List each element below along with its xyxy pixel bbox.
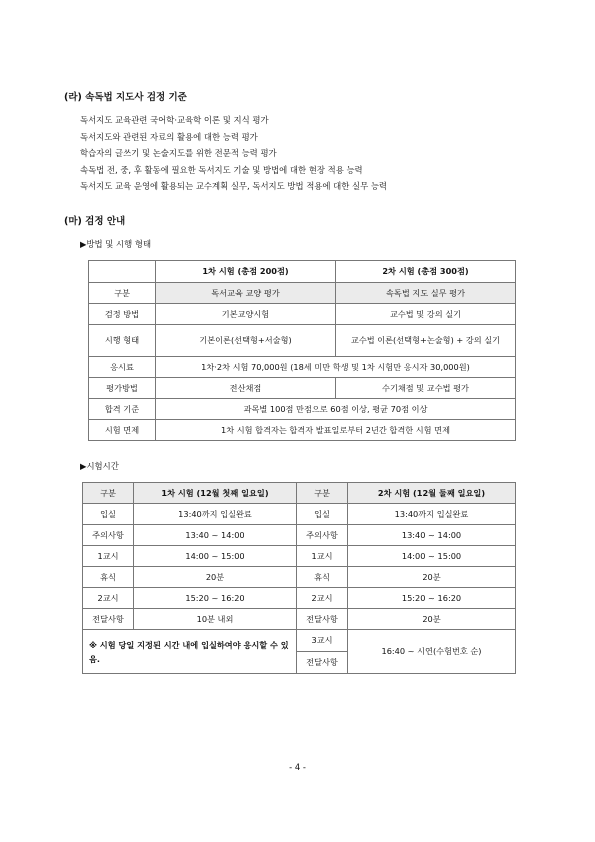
cell-value: 과목별 100점 만점으로 60점 이상, 평균 70점 이상: [156, 399, 516, 420]
row-label: 입실: [83, 504, 134, 525]
cell-value: 20분: [348, 567, 516, 588]
empty-cell: [89, 261, 156, 283]
cell-value: 교수법 및 강의 실기: [336, 304, 516, 325]
schedule-header-2: 2차 시험 (12월 둘째 일요일): [348, 483, 516, 504]
page-number: - 4 -: [289, 762, 306, 772]
method-heading: ▶방법 및 시행 형태: [80, 239, 152, 249]
row-label: 2교시: [83, 588, 134, 609]
row-label: 응시료: [89, 357, 156, 378]
method-table: [88, 260, 516, 441]
row-label: 휴식: [83, 567, 134, 588]
row-label: 전달사항: [83, 609, 134, 630]
entry-notice: ※ 시험 당일 지정된 시간 내에 입실하여야 응시할 수 있음.: [83, 630, 297, 674]
row-label: 휴식: [297, 567, 348, 588]
cell-value: 15:20 ~ 16:20: [134, 588, 297, 609]
row-label: 검정 방법: [89, 304, 156, 325]
row-label: 주의사항: [83, 525, 134, 546]
row-label: 평가방법: [89, 378, 156, 399]
cell-value: 13:40 ~ 14:00: [348, 525, 516, 546]
row-label: 전달사항: [297, 609, 348, 630]
cell-value: 전산채점: [156, 378, 336, 399]
cell-value: 14:00 ~ 15:00: [348, 546, 516, 567]
row-label: 2교시: [297, 588, 348, 609]
cell-value: 15:20 ~ 16:20: [348, 588, 516, 609]
cell-value: 1차 시험 합격자는 합격자 발표일로부터 2년간 합격한 시험 면제: [156, 420, 516, 441]
cell-value: 교수법 이론(선택형+논술형) + 강의 실기: [336, 325, 516, 357]
col-label: 구분: [83, 483, 134, 504]
cell-value: 1차·2차 시험 70,000원 (18세 미만 학생 및 1차 시험만 응시자 30,000원): [156, 357, 516, 378]
section-ra-title: (라) 속독법 지도사 검정 기준: [64, 92, 187, 103]
cell-value: 14:00 ~ 15:00: [134, 546, 297, 567]
row-label: 전달사항: [297, 652, 348, 674]
schedule-header-1: 1차 시험 (12월 첫째 일요일): [134, 483, 297, 504]
schedule-heading: ▶시험시간: [80, 461, 119, 471]
row-label: 3교시: [297, 630, 348, 652]
row-label: 구분: [89, 283, 156, 304]
row-label: 1교시: [297, 546, 348, 567]
schedule-table: [82, 482, 516, 674]
method-header-2: 2차 시험 (총점 300점): [336, 261, 516, 283]
section-ma-title: (마) 검정 안내: [64, 216, 126, 227]
cell-value: 13:40까지 입실완료: [134, 504, 297, 525]
row-label: 시행 형태: [89, 325, 156, 357]
cell-value: 20분: [134, 567, 297, 588]
cell-value: 속독법 지도 실무 평가: [336, 283, 516, 304]
cell-value: 16:40 ~ 시연(수험번호 순): [348, 630, 516, 674]
cell-value: 13:40까지 입실완료: [348, 504, 516, 525]
cell-value: 수기채점 및 교수법 평가: [336, 378, 516, 399]
cell-value: 기본교양시험: [156, 304, 336, 325]
method-header-1: 1차 시험 (총점 200점): [156, 261, 336, 283]
row-label: 시험 면제: [89, 420, 156, 441]
cell-value: 독서교육 교양 평가: [156, 283, 336, 304]
cell-value: 기본이론(선택형+서술형): [156, 325, 336, 357]
row-label: 합격 기준: [89, 399, 156, 420]
cell-value: 13:40 ~ 14:00: [134, 525, 297, 546]
row-label: 입실: [297, 504, 348, 525]
criteria-list: [80, 112, 387, 195]
criteria-item: 독서지도 교육관련 국어학·교육학 이론 및 지식 평가: [80, 115, 269, 125]
col-label: 구분: [297, 483, 348, 504]
row-label: 주의사항: [297, 525, 348, 546]
cell-value: 20분: [348, 609, 516, 630]
cell-value: 10분 내외: [134, 609, 297, 630]
criteria-item: 속독법 전, 중, 후 활동에 필요한 독서지도 기술 및 방법에 대한 현장 적용 능력: [80, 164, 363, 175]
row-label: 1교시: [83, 546, 134, 567]
criteria-item: 학습자의 글쓰기 및 논술지도를 위한 전문적 능력 평가: [80, 148, 277, 158]
criteria-item: 독서지도 교육 운영에 활용되는 교수계획 실무, 독서지도 방법 적용에 대한 실무 능력: [80, 181, 388, 191]
criteria-item: 독서지도와 관련된 자료의 활용에 대한 능력 평가: [80, 131, 258, 142]
